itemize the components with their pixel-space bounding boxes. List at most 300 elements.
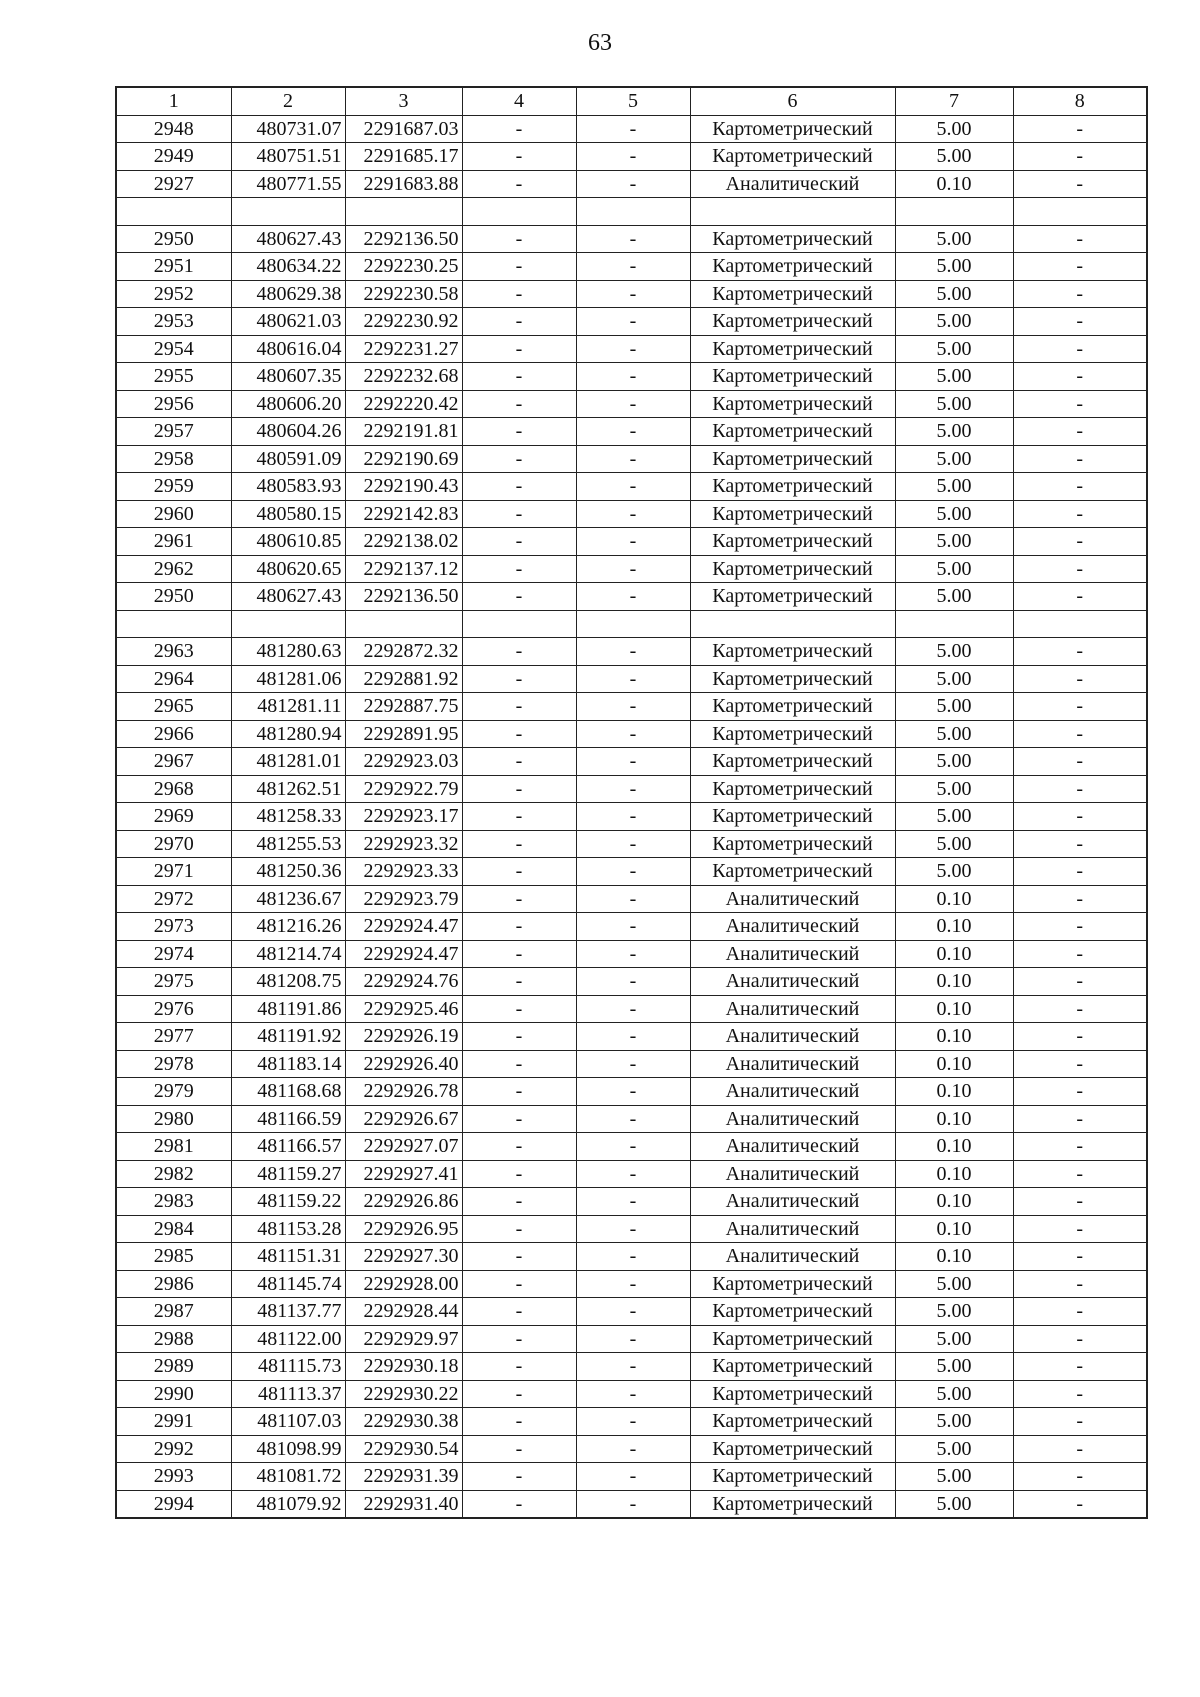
method-cell: Аналитический — [690, 1023, 895, 1051]
column-4-cell: - — [462, 693, 576, 721]
precision-cell: 0.10 — [895, 940, 1013, 968]
column-4-cell: - — [462, 1215, 576, 1243]
method-cell: Картометрический — [690, 1353, 895, 1381]
x-coordinate-cell — [231, 610, 345, 638]
point-number-cell: 2980 — [116, 1105, 231, 1133]
point-number-cell: 2962 — [116, 555, 231, 583]
table-row — [116, 1463, 1147, 1491]
column-8-cell: - — [1013, 1023, 1147, 1051]
y-coordinate-cell: 2292926.78 — [345, 1078, 462, 1106]
column-5-cell: - — [576, 308, 690, 336]
table-row — [116, 500, 1147, 528]
table-row — [116, 858, 1147, 886]
column-8-cell: - — [1013, 1298, 1147, 1326]
precision-cell: 5.00 — [895, 308, 1013, 336]
method-cell: Картометрический — [690, 1463, 895, 1491]
y-coordinate-cell: 2292930.38 — [345, 1408, 462, 1436]
table-row — [116, 1160, 1147, 1188]
column-5-cell: - — [576, 225, 690, 253]
x-coordinate-cell: 481250.36 — [231, 858, 345, 886]
y-coordinate-cell: 2292924.76 — [345, 968, 462, 996]
column-8-cell: - — [1013, 775, 1147, 803]
point-number-cell: 2986 — [116, 1270, 231, 1298]
column-4-cell: - — [462, 528, 576, 556]
column-4-cell: - — [462, 830, 576, 858]
method-cell: Картометрический — [690, 720, 895, 748]
column-8-cell: - — [1013, 748, 1147, 776]
method-cell — [690, 198, 895, 226]
precision-cell: 5.00 — [895, 1380, 1013, 1408]
point-number-cell: 2976 — [116, 995, 231, 1023]
column-header: 3 — [345, 87, 462, 115]
column-8-cell: - — [1013, 308, 1147, 336]
column-4-cell: - — [462, 225, 576, 253]
point-number-cell: 2994 — [116, 1490, 231, 1518]
precision-cell: 5.00 — [895, 253, 1013, 281]
column-5-cell: - — [576, 1490, 690, 1518]
point-number-cell — [116, 198, 231, 226]
point-number-cell: 2979 — [116, 1078, 231, 1106]
method-cell: Картометрический — [690, 225, 895, 253]
precision-cell: 0.10 — [895, 1078, 1013, 1106]
column-5-cell: - — [576, 390, 690, 418]
precision-cell: 0.10 — [895, 885, 1013, 913]
column-4-cell: - — [462, 555, 576, 583]
method-cell — [690, 610, 895, 638]
column-header: 6 — [690, 87, 895, 115]
y-coordinate-cell: 2292926.86 — [345, 1188, 462, 1216]
precision-cell: 0.10 — [895, 1105, 1013, 1133]
precision-cell: 5.00 — [895, 555, 1013, 583]
column-8-cell: - — [1013, 1160, 1147, 1188]
method-cell: Картометрический — [690, 280, 895, 308]
column-8-cell: - — [1013, 500, 1147, 528]
x-coordinate-cell: 481159.22 — [231, 1188, 345, 1216]
table-row — [116, 528, 1147, 556]
x-coordinate-cell: 480621.03 — [231, 308, 345, 336]
x-coordinate-cell: 481183.14 — [231, 1050, 345, 1078]
x-coordinate-cell: 481166.57 — [231, 1133, 345, 1161]
point-number-cell: 2950 — [116, 583, 231, 611]
point-number-cell: 2971 — [116, 858, 231, 886]
x-coordinate-cell: 481081.72 — [231, 1463, 345, 1491]
y-coordinate-cell: 2292142.83 — [345, 500, 462, 528]
y-coordinate-cell: 2292136.50 — [345, 225, 462, 253]
table-row — [116, 748, 1147, 776]
column-4-cell: - — [462, 1160, 576, 1188]
method-cell: Аналитический — [690, 885, 895, 913]
table-row — [116, 913, 1147, 941]
y-coordinate-cell: 2292928.44 — [345, 1298, 462, 1326]
column-4-cell: - — [462, 1133, 576, 1161]
x-coordinate-cell: 480580.15 — [231, 500, 345, 528]
point-number-cell: 2950 — [116, 225, 231, 253]
x-coordinate-cell: 481216.26 — [231, 913, 345, 941]
method-cell: Аналитический — [690, 995, 895, 1023]
table-row — [116, 1353, 1147, 1381]
column-4-cell: - — [462, 1078, 576, 1106]
x-coordinate-cell: 481151.31 — [231, 1243, 345, 1271]
x-coordinate-cell: 481107.03 — [231, 1408, 345, 1436]
x-coordinate-cell: 481153.28 — [231, 1215, 345, 1243]
method-cell: Аналитический — [690, 1215, 895, 1243]
method-cell: Аналитический — [690, 940, 895, 968]
table-row — [116, 445, 1147, 473]
column-4-cell: - — [462, 748, 576, 776]
column-8-cell: - — [1013, 418, 1147, 446]
precision-cell: 5.00 — [895, 1463, 1013, 1491]
table-row — [116, 115, 1147, 143]
y-coordinate-cell: 2292926.40 — [345, 1050, 462, 1078]
column-4-cell: - — [462, 858, 576, 886]
precision-cell: 5.00 — [895, 1435, 1013, 1463]
y-coordinate-cell: 2292138.02 — [345, 528, 462, 556]
column-5-cell: - — [576, 1133, 690, 1161]
method-cell: Картометрический — [690, 1298, 895, 1326]
method-cell: Аналитический — [690, 1188, 895, 1216]
column-4-cell: - — [462, 308, 576, 336]
column-8-cell: - — [1013, 1188, 1147, 1216]
y-coordinate-cell: 2292136.50 — [345, 583, 462, 611]
point-number-cell: 2975 — [116, 968, 231, 996]
column-4-cell: - — [462, 1105, 576, 1133]
method-cell: Аналитический — [690, 1133, 895, 1161]
point-number-cell: 2969 — [116, 803, 231, 831]
precision-cell: 5.00 — [895, 1490, 1013, 1518]
x-coordinate-cell: 481115.73 — [231, 1353, 345, 1381]
y-coordinate-cell: 2292922.79 — [345, 775, 462, 803]
point-number-cell: 2964 — [116, 665, 231, 693]
method-cell: Картометрический — [690, 1270, 895, 1298]
precision-cell: 5.00 — [895, 1353, 1013, 1381]
column-8-cell: - — [1013, 390, 1147, 418]
column-header: 1 — [116, 87, 231, 115]
precision-cell: 0.10 — [895, 1023, 1013, 1051]
column-8-cell: - — [1013, 995, 1147, 1023]
precision-cell: 5.00 — [895, 1270, 1013, 1298]
x-coordinate-cell: 480610.85 — [231, 528, 345, 556]
y-coordinate-cell: 2291685.17 — [345, 143, 462, 171]
y-coordinate-cell: 2291687.03 — [345, 115, 462, 143]
table-row — [116, 198, 1147, 226]
column-8-cell: - — [1013, 225, 1147, 253]
column-5-cell: - — [576, 335, 690, 363]
x-coordinate-cell: 481098.99 — [231, 1435, 345, 1463]
x-coordinate-cell: 481258.33 — [231, 803, 345, 831]
precision-cell: 5.00 — [895, 473, 1013, 501]
table-row — [116, 390, 1147, 418]
column-4-cell: - — [462, 1188, 576, 1216]
y-coordinate-cell: 2292230.58 — [345, 280, 462, 308]
column-8-cell: - — [1013, 1078, 1147, 1106]
point-number-cell: 2955 — [116, 363, 231, 391]
x-coordinate-cell: 481145.74 — [231, 1270, 345, 1298]
method-cell: Картометрический — [690, 1380, 895, 1408]
column-5-cell: - — [576, 1160, 690, 1188]
x-coordinate-cell: 480771.55 — [231, 170, 345, 198]
y-coordinate-cell: 2292926.67 — [345, 1105, 462, 1133]
column-8-cell: - — [1013, 1435, 1147, 1463]
column-4-cell: - — [462, 1050, 576, 1078]
point-number-cell: 2988 — [116, 1325, 231, 1353]
method-cell: Картометрический — [690, 638, 895, 666]
x-coordinate-cell: 481208.75 — [231, 968, 345, 996]
method-cell: Картометрический — [690, 1490, 895, 1518]
column-5-cell: - — [576, 1105, 690, 1133]
x-coordinate-cell: 481122.00 — [231, 1325, 345, 1353]
method-cell: Картометрический — [690, 748, 895, 776]
column-5-cell: - — [576, 500, 690, 528]
point-number-cell: 2966 — [116, 720, 231, 748]
column-5-cell: - — [576, 1023, 690, 1051]
column-5-cell: - — [576, 1188, 690, 1216]
column-4-cell: - — [462, 885, 576, 913]
column-5-cell: - — [576, 940, 690, 968]
point-number-cell: 2989 — [116, 1353, 231, 1381]
x-coordinate-cell: 481113.37 — [231, 1380, 345, 1408]
column-8-cell: - — [1013, 1490, 1147, 1518]
column-5-cell: - — [576, 775, 690, 803]
method-cell: Картометрический — [690, 583, 895, 611]
column-8-cell: - — [1013, 253, 1147, 281]
y-coordinate-cell: 2292925.46 — [345, 995, 462, 1023]
method-cell: Картометрический — [690, 1408, 895, 1436]
precision-cell: 0.10 — [895, 913, 1013, 941]
y-coordinate-cell: 2292930.54 — [345, 1435, 462, 1463]
method-cell: Картометрический — [690, 1435, 895, 1463]
column-8-cell: - — [1013, 830, 1147, 858]
x-coordinate-cell: 481262.51 — [231, 775, 345, 803]
x-coordinate-cell: 481255.53 — [231, 830, 345, 858]
method-cell: Картометрический — [690, 858, 895, 886]
y-coordinate-cell: 2292927.30 — [345, 1243, 462, 1271]
column-8-cell: - — [1013, 555, 1147, 583]
point-number-cell: 2985 — [116, 1243, 231, 1271]
column-8-cell: - — [1013, 693, 1147, 721]
point-number-cell: 2978 — [116, 1050, 231, 1078]
table-row — [116, 1298, 1147, 1326]
table-row — [116, 940, 1147, 968]
method-cell: Картометрический — [690, 253, 895, 281]
point-number-cell: 2957 — [116, 418, 231, 446]
column-header: 8 — [1013, 87, 1147, 115]
point-number-cell: 2952 — [116, 280, 231, 308]
y-coordinate-cell: 2292927.07 — [345, 1133, 462, 1161]
method-cell: Картометрический — [690, 665, 895, 693]
x-coordinate-cell: 480731.07 — [231, 115, 345, 143]
column-5-cell: - — [576, 473, 690, 501]
precision-cell: 5.00 — [895, 500, 1013, 528]
precision-cell: 5.00 — [895, 638, 1013, 666]
column-4-cell: - — [462, 1353, 576, 1381]
method-cell: Картометрический — [690, 500, 895, 528]
y-coordinate-cell: 2292190.69 — [345, 445, 462, 473]
column-header: 4 — [462, 87, 576, 115]
column-8-cell: - — [1013, 885, 1147, 913]
coordinates-table — [115, 86, 1148, 1519]
point-number-cell: 2974 — [116, 940, 231, 968]
table-row — [116, 143, 1147, 171]
table-row — [116, 1105, 1147, 1133]
table-row — [116, 280, 1147, 308]
column-8-cell: - — [1013, 1270, 1147, 1298]
point-number-cell: 2951 — [116, 253, 231, 281]
column-4-cell: - — [462, 335, 576, 363]
column-8-cell: - — [1013, 720, 1147, 748]
x-coordinate-cell: 481191.92 — [231, 1023, 345, 1051]
table-row — [116, 720, 1147, 748]
y-coordinate-cell: 2292926.95 — [345, 1215, 462, 1243]
table-row — [116, 1270, 1147, 1298]
column-4-cell: - — [462, 253, 576, 281]
column-8-cell: - — [1013, 280, 1147, 308]
x-coordinate-cell: 481281.06 — [231, 665, 345, 693]
precision-cell — [895, 610, 1013, 638]
column-4-cell: - — [462, 720, 576, 748]
column-5-cell: - — [576, 1380, 690, 1408]
column-4-cell: - — [462, 583, 576, 611]
column-5-cell: - — [576, 418, 690, 446]
y-coordinate-cell: 2292923.03 — [345, 748, 462, 776]
precision-cell: 5.00 — [895, 583, 1013, 611]
y-coordinate-cell: 2292923.79 — [345, 885, 462, 913]
column-8-cell: - — [1013, 665, 1147, 693]
x-coordinate-cell — [231, 198, 345, 226]
precision-cell: 5.00 — [895, 665, 1013, 693]
column-5-cell: - — [576, 1353, 690, 1381]
y-coordinate-cell: 2292190.43 — [345, 473, 462, 501]
column-8-cell: - — [1013, 1050, 1147, 1078]
y-coordinate-cell — [345, 610, 462, 638]
table-row — [116, 225, 1147, 253]
column-5-cell: - — [576, 830, 690, 858]
column-4-cell: - — [462, 143, 576, 171]
column-4-cell: - — [462, 1298, 576, 1326]
point-number-cell: 2961 — [116, 528, 231, 556]
x-coordinate-cell: 480751.51 — [231, 143, 345, 171]
point-number-cell: 2968 — [116, 775, 231, 803]
table-row — [116, 638, 1147, 666]
table-row — [116, 995, 1147, 1023]
x-coordinate-cell: 480607.35 — [231, 363, 345, 391]
column-8-cell — [1013, 198, 1147, 226]
x-coordinate-cell: 481236.67 — [231, 885, 345, 913]
precision-cell: 5.00 — [895, 528, 1013, 556]
x-coordinate-cell: 481159.27 — [231, 1160, 345, 1188]
column-5-cell: - — [576, 555, 690, 583]
method-cell: Аналитический — [690, 1243, 895, 1271]
precision-cell: 5.00 — [895, 1408, 1013, 1436]
column-8-cell: - — [1013, 1133, 1147, 1161]
y-coordinate-cell: 2292930.18 — [345, 1353, 462, 1381]
precision-cell: 0.10 — [895, 1160, 1013, 1188]
point-number-cell: 2982 — [116, 1160, 231, 1188]
column-4-cell — [462, 198, 576, 226]
column-4-cell: - — [462, 940, 576, 968]
column-4-cell: - — [462, 1243, 576, 1271]
method-cell: Картометрический — [690, 830, 895, 858]
precision-cell: 5.00 — [895, 418, 1013, 446]
precision-cell: 5.00 — [895, 858, 1013, 886]
column-4-cell: - — [462, 1270, 576, 1298]
column-5-cell: - — [576, 1408, 690, 1436]
y-coordinate-cell: 2292881.92 — [345, 665, 462, 693]
point-number-cell: 2959 — [116, 473, 231, 501]
column-5-cell: - — [576, 1463, 690, 1491]
column-8-cell: - — [1013, 528, 1147, 556]
table-row — [116, 1023, 1147, 1051]
table-header-row — [116, 87, 1147, 115]
column-5-cell: - — [576, 1435, 690, 1463]
column-4-cell: - — [462, 418, 576, 446]
y-coordinate-cell: 2292230.25 — [345, 253, 462, 281]
column-header: 5 — [576, 87, 690, 115]
column-5-cell: - — [576, 665, 690, 693]
precision-cell: 5.00 — [895, 115, 1013, 143]
column-8-cell: - — [1013, 1408, 1147, 1436]
table-row — [116, 665, 1147, 693]
column-5-cell: - — [576, 885, 690, 913]
column-4-cell: - — [462, 1023, 576, 1051]
precision-cell: 0.10 — [895, 1188, 1013, 1216]
table-row — [116, 1380, 1147, 1408]
point-number-cell: 2981 — [116, 1133, 231, 1161]
precision-cell: 0.10 — [895, 170, 1013, 198]
y-coordinate-cell: 2292891.95 — [345, 720, 462, 748]
x-coordinate-cell: 480606.20 — [231, 390, 345, 418]
y-coordinate-cell: 2292929.97 — [345, 1325, 462, 1353]
y-coordinate-cell: 2292924.47 — [345, 940, 462, 968]
table-row — [116, 583, 1147, 611]
column-8-cell: - — [1013, 940, 1147, 968]
y-coordinate-cell: 2292872.32 — [345, 638, 462, 666]
method-cell: Картометрический — [690, 335, 895, 363]
table-row — [116, 170, 1147, 198]
precision-cell: 5.00 — [895, 1325, 1013, 1353]
column-4-cell: - — [462, 280, 576, 308]
column-8-cell: - — [1013, 858, 1147, 886]
precision-cell: 5.00 — [895, 143, 1013, 171]
point-number-cell: 2973 — [116, 913, 231, 941]
x-coordinate-cell: 481214.74 — [231, 940, 345, 968]
precision-cell: 5.00 — [895, 1298, 1013, 1326]
x-coordinate-cell: 481079.92 — [231, 1490, 345, 1518]
column-8-cell: - — [1013, 335, 1147, 363]
column-4-cell: - — [462, 638, 576, 666]
point-number-cell: 2992 — [116, 1435, 231, 1463]
column-5-cell: - — [576, 528, 690, 556]
table-row — [116, 968, 1147, 996]
column-4-cell: - — [462, 363, 576, 391]
precision-cell: 5.00 — [895, 748, 1013, 776]
point-number-cell: 2965 — [116, 693, 231, 721]
precision-cell: 0.10 — [895, 1133, 1013, 1161]
method-cell: Аналитический — [690, 913, 895, 941]
method-cell: Картометрический — [690, 143, 895, 171]
column-5-cell: - — [576, 1270, 690, 1298]
column-5-cell: - — [576, 115, 690, 143]
y-coordinate-cell: 2292931.39 — [345, 1463, 462, 1491]
point-number-cell: 2972 — [116, 885, 231, 913]
table-row — [116, 308, 1147, 336]
x-coordinate-cell: 480620.65 — [231, 555, 345, 583]
column-5-cell: - — [576, 445, 690, 473]
point-number-cell: 2987 — [116, 1298, 231, 1326]
method-cell: Картометрический — [690, 308, 895, 336]
column-4-cell: - — [462, 1325, 576, 1353]
method-cell: Аналитический — [690, 170, 895, 198]
table-row — [116, 555, 1147, 583]
